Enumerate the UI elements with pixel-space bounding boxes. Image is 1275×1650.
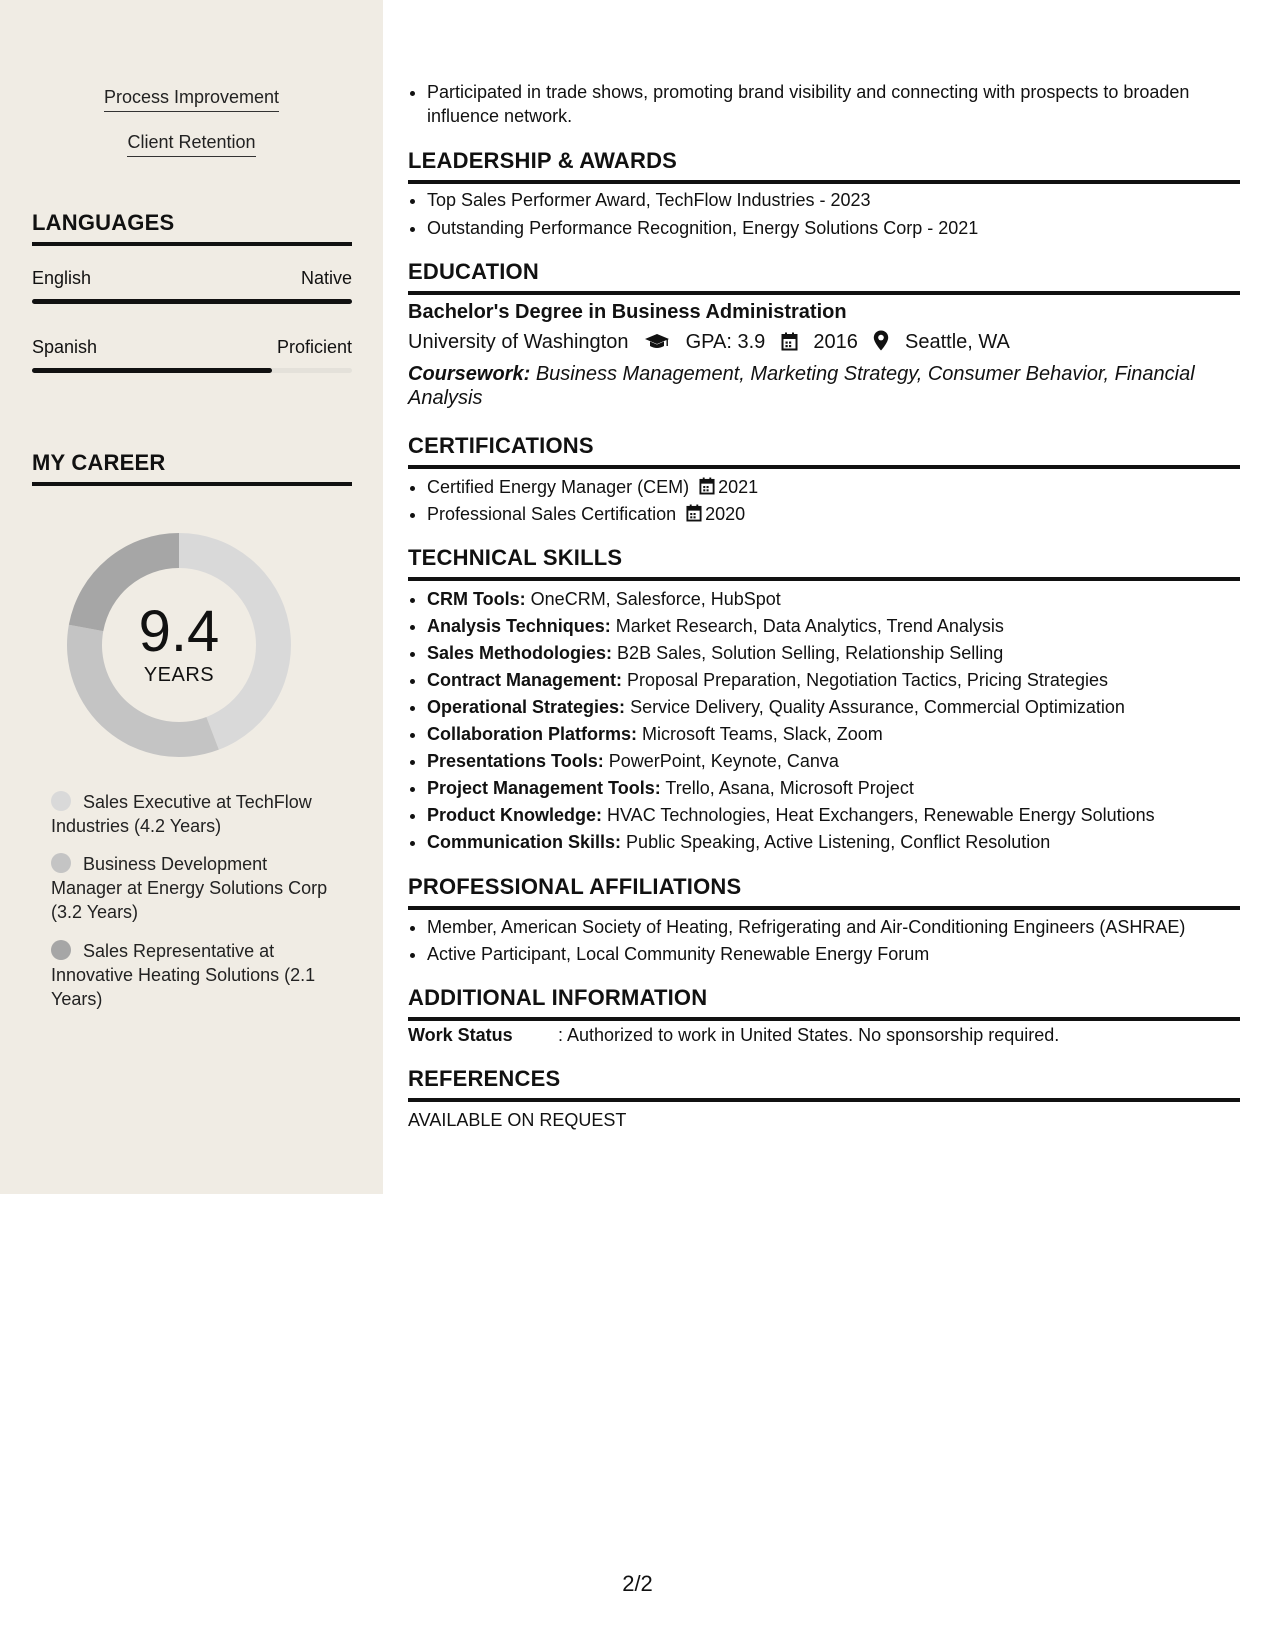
list-item: • Collaboration Platforms: Microsoft Teams, Slack, Zoom — [427, 721, 1240, 748]
work-status-value: : Authorized to work in United States. No sponsorship required. — [558, 1025, 1060, 1045]
list-item — [427, 475, 1240, 499]
education-gpa: GPA: 3.9 — [685, 331, 766, 353]
list-item: • Communication Skills: Public Speaking, Active Listening, Conflict Resolution — [427, 829, 1240, 856]
career-heading: MY CAREER — [32, 450, 352, 486]
list-item: • Top Sales Performer Award, TechFlow Industries - 2023 — [427, 188, 1240, 212]
list-item — [427, 502, 1240, 526]
experience-bullets — [408, 80, 1240, 128]
languages-heading: LANGUAGES — [32, 210, 352, 246]
skill-chip: Client Retention — [0, 132, 383, 157]
list-item: • Contract Management: Proposal Preparation, Negotiation Tactics, Pricing Strategies — [427, 667, 1240, 694]
certification-name: Professional Sales Certification — [427, 504, 677, 524]
skill-chip: Process Improvement — [0, 87, 383, 112]
language-bar — [32, 299, 352, 304]
calendar-icon — [781, 332, 798, 351]
references-text: AVAILABLE ON REQUEST — [408, 1110, 627, 1130]
section-title-education: EDUCATION — [408, 259, 1240, 295]
education-location: Seattle, WA — [905, 331, 1010, 353]
list-item: • Active Participant, Local Community Renewable Energy Forum — [427, 941, 1240, 968]
location-pin-icon — [873, 330, 889, 351]
graduation-cap-icon — [644, 333, 670, 351]
list-item: • Outstanding Performance Recognition, Energy Solutions Corp - 2021 — [427, 216, 1240, 240]
list-item: • Sales Methodologies: B2B Sales, Solution Selling, Relationship Selling — [427, 640, 1240, 667]
legend-dot — [51, 853, 71, 873]
language-name: Spanish — [32, 337, 98, 357]
career-legend-item: Sales Representative at Innovative Heating Solutions (2.1 Years) — [51, 941, 316, 1009]
affiliations-list — [408, 914, 1240, 968]
career-legend-item: Sales Executive at TechFlow Industries (4.2 Years) — [51, 792, 312, 836]
list-item: • Analysis Techniques: Market Research, Data Analytics, Trend Analysis — [427, 613, 1240, 640]
education-school: University of Washington — [408, 331, 629, 353]
section-title-additional-info: ADDITIONAL INFORMATION — [408, 985, 1240, 1021]
leadership-list — [408, 188, 1240, 240]
work-status-row — [408, 1025, 1059, 1046]
coursework-text: Business Management, Marketing Strategy, Consumer Behavior, Financial Analysis — [408, 363, 1195, 409]
calendar-icon — [699, 477, 715, 495]
education-degree: Bachelor's Degree in Business Administration — [408, 301, 847, 323]
list-item: • Product Knowledge: HVAC Technologies, Heat Exchangers, Renewable Energy Solutions — [427, 802, 1240, 829]
career-legend-item: Business Development Manager at Energy Solutions Corp (3.2 Years) — [51, 854, 328, 922]
list-item: • Project Management Tools: Trello, Asana, Microsoft Project — [427, 775, 1240, 802]
career-total-unit: YEARS — [143, 664, 215, 686]
legend-dot — [51, 791, 71, 811]
work-status-label: Work Status — [408, 1025, 513, 1045]
section-title-references: REFERENCES — [408, 1066, 1240, 1102]
list-item: • Presentations Tools: PowerPoint, Keynote, Canva — [427, 748, 1240, 775]
legend-dot — [51, 940, 71, 960]
language-bar-fill — [32, 368, 272, 373]
certification-year: 2020 — [705, 504, 746, 524]
education-year: 2016 — [813, 331, 858, 353]
career-total-value: 9.4 — [138, 599, 220, 664]
language-level: Proficient — [276, 337, 352, 357]
page-number: 2/2 — [622, 1571, 653, 1596]
section-title-affiliations: PROFESSIONAL AFFILIATIONS — [408, 874, 1240, 910]
list-item: • Participated in trade shows, promoting brand visibility and connecting with prospects to broaden influence network. — [427, 80, 1240, 128]
language-name: English — [32, 268, 92, 288]
section-title-leadership: LEADERSHIP & AWARDS — [408, 148, 1240, 184]
coursework-label: Coursework: — [408, 363, 531, 385]
certification-year: 2021 — [718, 477, 759, 497]
calendar-icon — [686, 504, 702, 522]
education-meta — [408, 330, 1010, 354]
education-coursework — [408, 362, 1208, 410]
language-level: Native — [300, 268, 352, 288]
certification-name: Certified Energy Manager (CEM) — [427, 477, 690, 497]
language-bar-fill — [32, 299, 352, 304]
technical-skills-list — [408, 586, 1240, 856]
list-item: • Member, American Society of Heating, Refrigerating and Air-Conditioning Engineers (ASHRAE) — [427, 914, 1240, 941]
language-bar — [32, 368, 352, 373]
sidebar — [0, 0, 383, 1194]
section-title-certifications: CERTIFICATIONS — [408, 433, 1240, 469]
list-item: • Operational Strategies: Service Delivery, Quality Assurance, Commercial Optimization — [427, 694, 1240, 721]
certification-list — [408, 475, 1240, 526]
list-item: • CRM Tools: OneCRM, Salesforce, HubSpot — [427, 586, 1240, 613]
section-title-technical-skills: TECHNICAL SKILLS — [408, 545, 1240, 581]
